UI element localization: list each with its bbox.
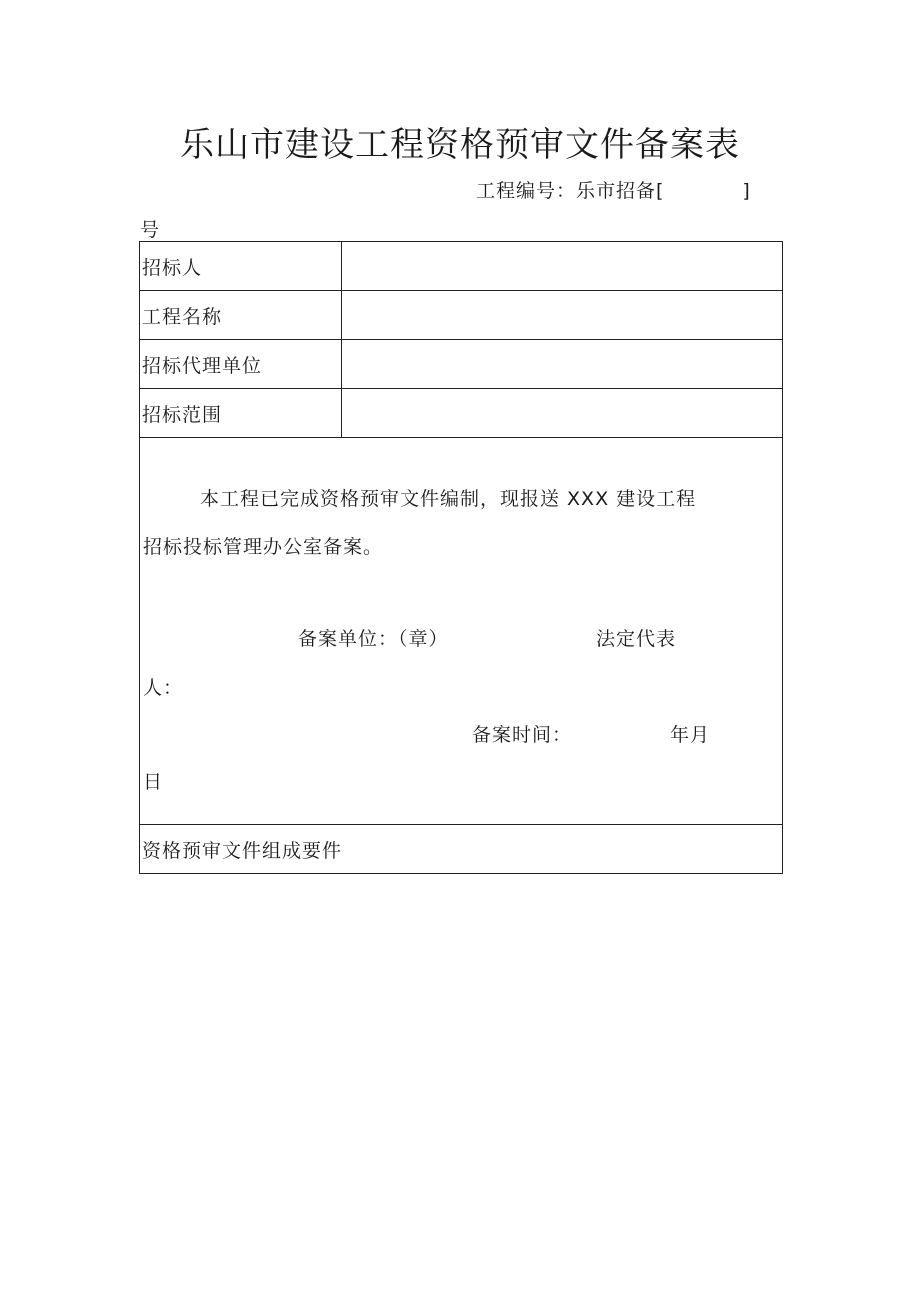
row-label-agency: 招标代理单位 bbox=[140, 340, 342, 389]
day-label: 日 bbox=[143, 771, 164, 793]
components-row-label: 资格预审文件组成要件 bbox=[140, 825, 783, 874]
row-value-agency[interactable] bbox=[342, 340, 783, 389]
filing-unit-label: 备案单位：（章） bbox=[298, 628, 449, 650]
row-value-scope[interactable] bbox=[342, 389, 783, 438]
table-row bbox=[140, 340, 783, 389]
filing-time-label: 备案时间： bbox=[472, 724, 573, 746]
project-code-label: 工程编号：乐市招备[ bbox=[476, 180, 665, 202]
row-label-tenderer: 招标人 bbox=[140, 242, 342, 291]
table-row-statement bbox=[140, 438, 783, 825]
statement-cell bbox=[140, 438, 783, 825]
table-row bbox=[140, 389, 783, 438]
table-row bbox=[140, 825, 783, 874]
project-code-suffix: 号 bbox=[140, 219, 160, 241]
table-row bbox=[140, 242, 783, 291]
row-value-project-name[interactable] bbox=[342, 291, 783, 340]
statement-line-2: 招标投标管理办公室备案。 bbox=[143, 536, 384, 558]
year-month-label: 年月 bbox=[670, 724, 711, 746]
legal-rep-label-cont: 人： bbox=[143, 677, 184, 699]
form-title: 乐山市建设工程资格预审文件备案表 bbox=[180, 125, 740, 165]
row-value-tenderer[interactable] bbox=[342, 242, 783, 291]
project-code-close: ] bbox=[742, 180, 751, 202]
row-label-project-name: 工程名称 bbox=[140, 291, 342, 340]
statement-line-1: 本工程已完成资格预审文件编制，现报送 XXX 建设工程 bbox=[200, 488, 697, 510]
project-code-line bbox=[476, 176, 751, 203]
legal-rep-label: 法定代表 bbox=[596, 628, 677, 650]
filing-form-table bbox=[139, 241, 783, 874]
table-row bbox=[140, 291, 783, 340]
row-label-scope: 招标范围 bbox=[140, 389, 342, 438]
